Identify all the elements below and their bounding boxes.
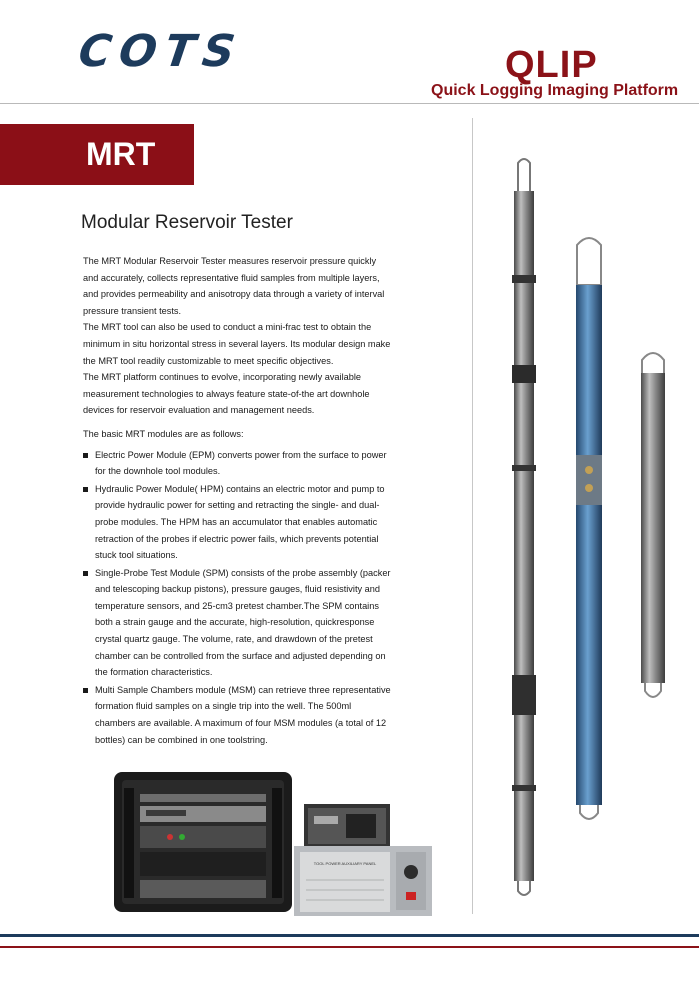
intro-paragraph: The MRT platform continues to evolve, incorporating newly available measurement technologies to always feature state-of-the art downhole devices for reservoir evaluation and management needs. (83, 372, 370, 416)
bullet-square-icon (83, 688, 88, 693)
title-banner (0, 124, 194, 185)
list-item (83, 481, 393, 564)
page-subtitle: Modular Reservoir Tester (81, 212, 293, 233)
bullet-square-icon (83, 487, 88, 492)
modules-list (83, 447, 393, 749)
list-item-text: Multi Sample Chambers module (MSM) can retrieve three representative formation fluid samples on a single trip into the well. The 500ml chambers are available. A maximum of four MSM modules (a total of 12 bottles) can be combined in one toolstring. (95, 684, 391, 745)
qlip-brand: QLIP (505, 44, 598, 86)
list-item (83, 682, 393, 748)
list-item (83, 565, 393, 681)
surface-equipment-image (110, 768, 440, 918)
list-item-text: Hydraulic Power Module( HPM) contains an electric motor and pump to provide hydraulic power for setting and retracting the single- and dual-probe modules. The HPM has an accumulator that enables automatic retraction of the probes if electric power fails, which prevents potential stuck tool situations. (95, 483, 385, 561)
intro-paragraph: The MRT tool can also be used to conduct a mini-frac test to obtain the minimum in situ horizontal stress in several layers. Its modular design make the MRT tool readily customizable to meet specific objectives. (83, 322, 391, 366)
banner-title: MRT (86, 136, 156, 172)
list-item (83, 447, 393, 480)
column-divider (472, 118, 473, 914)
bullet-square-icon (83, 453, 88, 458)
cots-logo: COTS (75, 26, 246, 77)
aux-panel-label: TOOL POWER AUXILIARY PANEL (313, 861, 377, 866)
header-rule (0, 103, 699, 104)
modules-heading: The basic MRT modules are as follows: (83, 428, 244, 439)
qlip-subtitle: Quick Logging Imaging Platform (431, 82, 679, 99)
footer-rule-navy (0, 934, 699, 937)
footer-rule-maroon (0, 946, 699, 948)
intro-paragraph: The MRT Modular Reservoir Tester measures reservoir pressure quickly and accurately, collects representative fluid samples from multiple layers, and provides permeability and anisotropy data through a variety of interval pressure transient tests. (83, 256, 385, 316)
bullet-square-icon (83, 571, 88, 576)
body-text (83, 253, 393, 749)
mrt-tools-image (490, 155, 690, 900)
list-item-text: Single-Probe Test Module (SPM) consists of the probe assembly (packer and telescoping backup pistons), pressure gauges, fluid resistivity and temperature sensors, and 25-cm3 pretest chamber.The SPM contains both a strain gauge and the accurate, high-resolution, quickresponse crystal quartz gauge. The volume, rate, and drawdown of the pretest chamber can be controlled from the surface and adjusted depending on the formation characteristics. (95, 567, 391, 678)
list-item-text: Electric Power Module (EPM) converts power from the surface to power for the downhole tool modules. (95, 449, 387, 477)
